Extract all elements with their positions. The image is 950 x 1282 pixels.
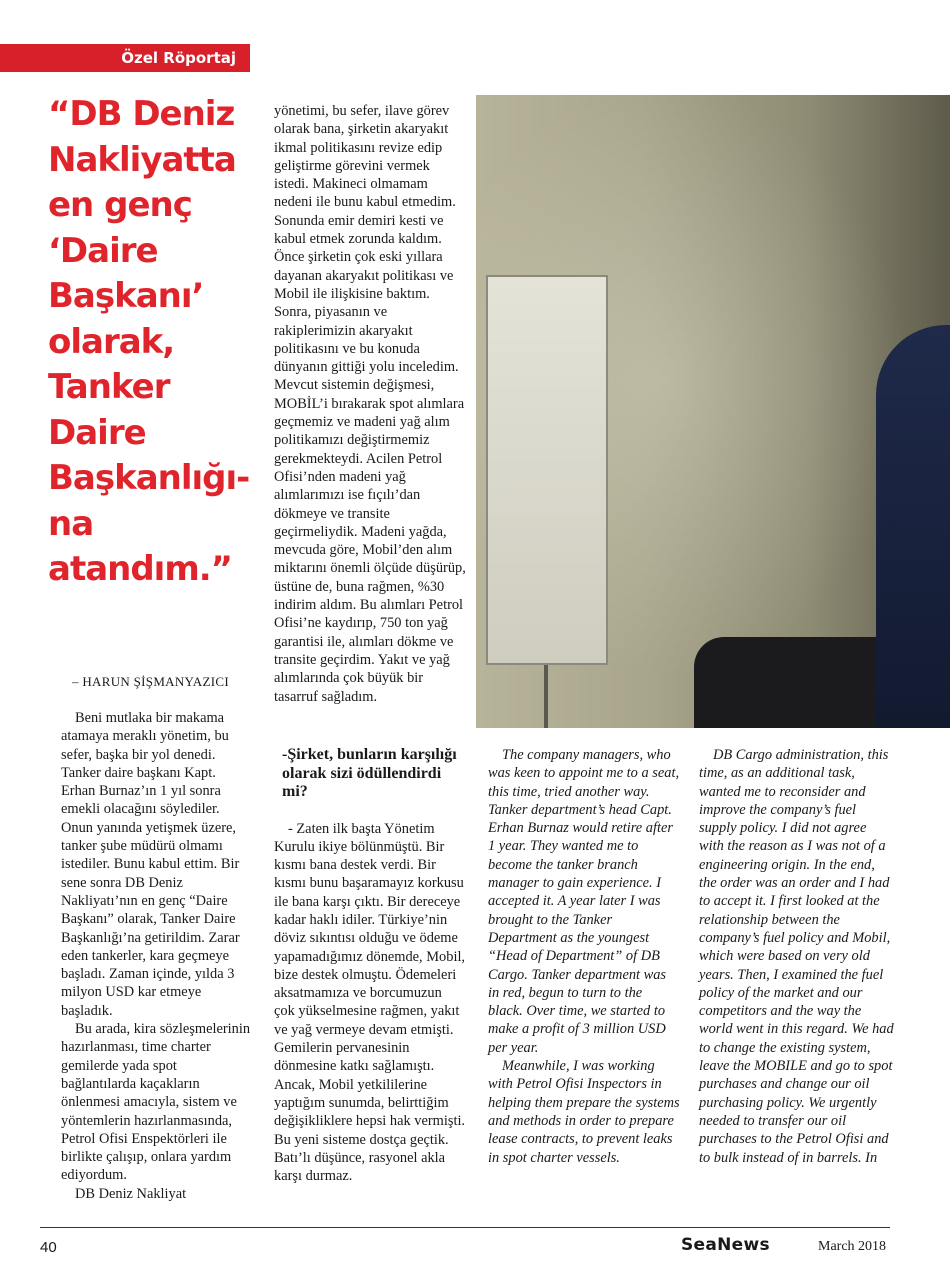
- interview-answer: - Zaten ilk başta Yönetim Kurulu ikiye bölünmüştü. Bir kısmı bana destek verdi. Bir kısmı bunu başaramayız korkusu ile bana karşı çıktı. Bir dereceye kadar haklı idiler. Türkiye’nin döviz sıkıntısı olduğu ve ödeme yapamadığımız dönemde, Mobil, bize destek olmuştu. Ödemeleri aksatmamıza ve borcumuzun çok yükselmesine rağmen, yakıt ve yağ vermeye devam etmişti. Gemilerin pervanesinin dönmesine katkı sağlamıştı. Ancak, Mobil yetkililerine yaptığım sunumda, belirttiğim değişikliklere hepsi hak vermişti. Bu yeni sisteme dostça geçtik. Batı’lı düşünce, rasyonel akla karşı durmaz.: [274, 820, 466, 1185]
- person-silhouette: [876, 325, 950, 728]
- paragraph: Bu arada, kira sözleşmelerinin hazırlanması, time charter gemilerde yada spot bağlantılarda kaçakların önlenmesi amacıyla, sistem ve yöntemlerin hazırlanmasında, Petrol Ofisi Enspektörleri ile birlikte çalışıp, onlara yardım ediyordum.: [61, 1021, 251, 1184]
- paragraph: DB Deniz Nakliyat: [75, 1185, 187, 1202]
- pull-quote-line: na: [48, 503, 94, 544]
- paragraph: yönetimi, bu sefer, ilave görev olarak bana, şirketin akaryakıt ikmal politikasını revize edip geliştirme görevini vermek istedi. Makineci olmamam nedeni ile bunu kabul etmedim. Sonunda emir demiri kesti ve kabul etmek zorunda kaldım. Önce şirketin çok eski yıllara dayanan akaryakıt politikası ve Mobil ile ilişkisine baktım. Sonra, piyasanın ve rakiplerimizin akaryakıt politikasını ve bu konuda dünyanın gittiği yolu inceledim. Mevcut sistemin değişmesi, MOBİL’i bırakarak spot alımlara geçmemiz ve madeni yağ alım politikamızı değiştirmemiz gerekmekteydi. Acilen Petrol Ofisi’nden madeni yağ alımlarımızı ise fıçılı’dan dökmeye ve transite geçirmeliydik. Madeni yağda, mevcuda göre, Mobil’den alım miktarını önemli ölçüde düşürüp, üstüne de, buna rağmen, %30 indirim aldım. Bu alımları Petrol Ofisi’ne kaydırıp, 750 ton yağ garantisi ile, alımları dökme ve transite geçirdim. Yakıt ve yağ alımlarında çok büyük bir tasarruf sağladım.: [274, 103, 466, 705]
- pull-quote-line: Başkanı’: [48, 276, 204, 316]
- pull-quote-line: ‘Daire: [48, 230, 158, 271]
- quote-attribution: – HARUN ŞİŞMANYAZICI: [72, 674, 229, 689]
- flipchart-stand: [544, 665, 548, 728]
- magazine-logo: SeaNews: [681, 1235, 770, 1255]
- paragraph: The company managers, who was keen to appoint me to a seat, this time, tried another way. Tanker department’s head Capt. Erhan Burnaz would retire after 1 year. They wanted me to become the tanker branch manager to gain experience. I accepted it. A year later I was brought to the Tanker Department as the youngest “Head of Department” of DB Cargo. Tanker department was in red, begun to turn to the black. Over time, we started to make a profit of 3 million USD per year.: [488, 747, 680, 1056]
- pull-quote-line: olarak,: [48, 321, 175, 362]
- article-column-2-bottom: [274, 746, 466, 1185]
- paragraph: Beni mutlaka bir makama atamaya meraklı yönetim, bu sefer, başka bir yol denedi. Tanker daire başkanı Kapt. Erhan Burnaz’ın 1 yıl sonra emekli olacağını söylediler. Onun yanında yetişmek üzere, tanker şube müdürü olmamı istediler. Bunu kabul ettim. Bir sene sonra DB Deniz Nakliyatı’nın en genç “Daire Başkanı” olarak, Tanker Daire Başkanlığı’na getirildim. Zarar eden tankerler, kara geçmeye başladı. Zaman içinde, yılda 3 milyon USD kar etmeye başladık.: [61, 710, 240, 1019]
- flipchart-board: [486, 275, 608, 665]
- article-column-3: [488, 746, 680, 1167]
- pull-quote-line: Tanker: [48, 367, 170, 407]
- paragraph: Meanwhile, I was working with Petrol Ofisi Inspectors in helping them prepare the systems and methods in order to prepare lease contracts, to prevent leaks in spot charter vessels.: [488, 1058, 680, 1166]
- interview-question: -Şirket, bunların karşılığı olarak sizi ödüllendirdi mi?: [282, 746, 457, 800]
- interview-photo: [476, 95, 950, 728]
- pull-quote-line: en genç: [48, 185, 192, 225]
- pull-quote-line: Başkanlığı-: [48, 458, 250, 498]
- pull-quote-line: “DB Deniz: [48, 94, 235, 134]
- paragraph: DB Cargo administration, this time, as an additional task, wanted me to reconsider and improve the company’s fuel supply policy. I did not agree with the reason as I was not of a engineering origin. In the end, the order was an order and I had to accept it. I first looked at the relationship between the company’s fuel policy and Mobil, which were based on very old years. Then, I examined the fuel policy of the market and our competitors and the way the world went in this regard. We had to change the existing system, leave the MOBILE and go to spot purchases and change our oil purchasing policy. We urgently needed to transfer our oil purchases to the Petrol Ofisi and to bulk instead of in barrels. In: [699, 747, 894, 1166]
- footer-rule: [40, 1227, 890, 1228]
- article-column-1: [61, 709, 253, 1203]
- issue-date: March 2018: [818, 1239, 887, 1254]
- pull-quote-line: Daire: [48, 412, 146, 453]
- pull-quote-line: atandım.”: [48, 549, 233, 589]
- page-number: 40: [40, 1239, 57, 1256]
- pull-quote: [48, 92, 268, 593]
- article-column-4: [699, 746, 894, 1167]
- pull-quote-line: Nakliyatta: [48, 139, 236, 180]
- section-tag: Özel Röportaj: [0, 44, 250, 72]
- article-column-2-top: [274, 102, 466, 706]
